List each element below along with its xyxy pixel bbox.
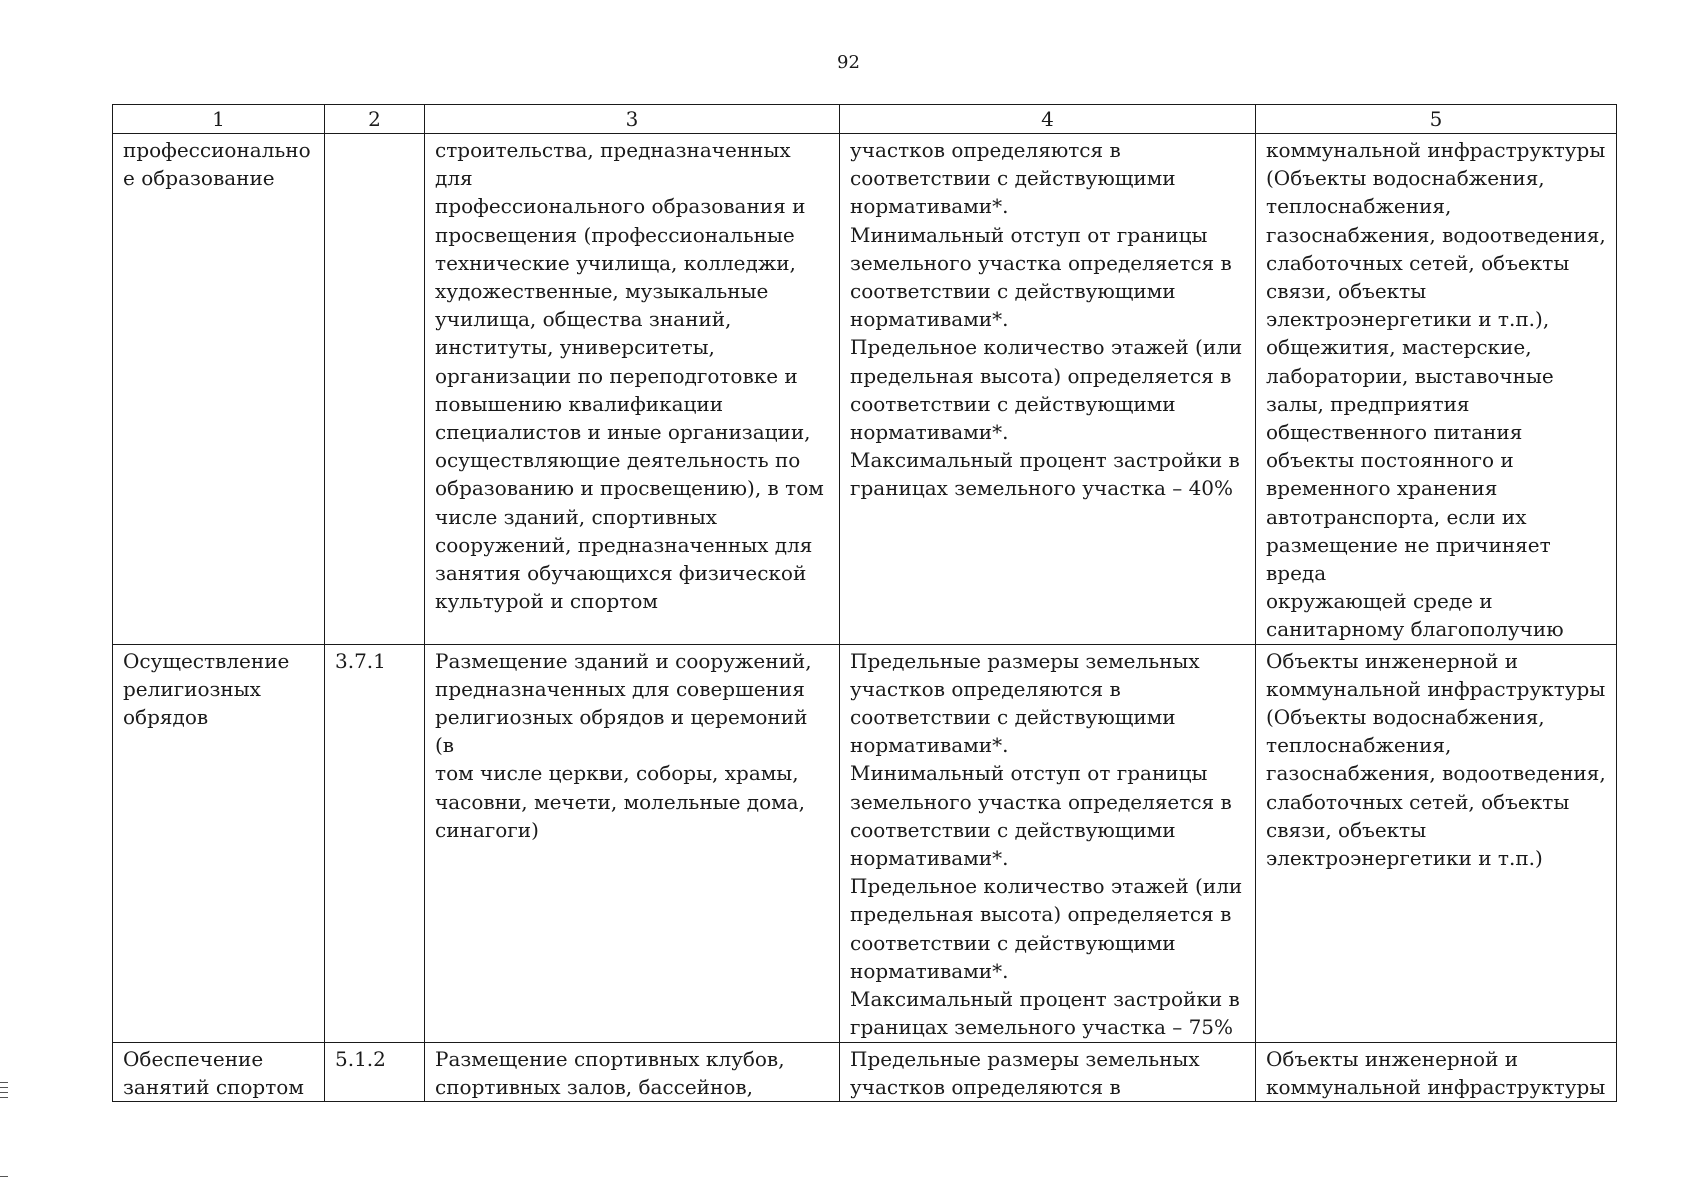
cell-text: Осуществление религиозных обрядов [123,648,290,730]
table-row [113,1042,1617,1101]
cell-auxiliary-uses [1256,644,1617,1042]
table-header-row [113,105,1617,134]
cell-text: участков определяются в соответствии с действующими нормативами*. Минимальный отступ от границы земельного участка определяется в соответствии с действующими нормативами*. Предельное количество этажей (или предельная высота) определяется в соответствии с действующими нормативами*. Максимальный процент застройки в границах земельного участка – 40% [850,138,1243,501]
cell-text: Обеспечение занятий спортом [123,1046,304,1099]
cell-text: 3.7.1 [335,648,386,673]
zoning-table [112,104,1617,1102]
cell-text: строительства, предназначенных для профессионального образования и просвещения (профессиональные технические училища, колледжи, художественные, музыкальные училища, общества знаний, институты, университеты, организации по переподготовке и повышению квалификации специалистов и иные организации, осуществляющие деятельность по образованию и просвещению), в том числе зданий, спортивных сооружений, предназначенных для занятия обучающихся физической культурой и спортом [435,138,824,614]
page-number: 92 [837,52,860,73]
scan-margin-mark [0,1176,8,1177]
cell-text: Предельные размеры земельных участков определяются в [850,1046,1200,1099]
cell-text: Размещение зданий и сооружений, предназначенных для совершения религиозных обрядов и церемоний (в том числе церкви, соборы, храмы, часовни, мечети, молельные дома, синагоги) [435,648,812,842]
cell-parameters [840,644,1256,1042]
cell-auxiliary-uses [1256,1042,1617,1101]
cell-text: коммунальной инфраструктуры (Объекты водоснабжения, теплоснабжения, газоснабжения, водоотведения, слаботочных сетей, объекты связи, объекты электроэнергетики и т.п.), общежития, мастерские, лаборатории, выставочные залы, предприятия общественного питания объекты постоянного и временного хранения автотранспорта, если их размещение не причиняет вреда окружающей среде и санитарному благополучию [1266,138,1606,642]
cell-use-name [113,644,325,1042]
cell-use-code [325,644,425,1042]
cell-use-description [425,134,840,645]
cell-parameters [840,1042,1256,1101]
column-header-2: 2 [325,105,425,134]
cell-use-name [113,1042,325,1101]
cell-text: Размещение спортивных клубов, спортивных залов, бассейнов, [435,1046,785,1099]
column-header-1: 1 [113,105,325,134]
cell-use-code [325,134,425,645]
table-row [113,134,1617,645]
column-header-4: 4 [840,105,1256,134]
column-header-5: 5 [1256,105,1617,134]
cell-use-description [425,1042,840,1101]
cell-text: профессионально е образование [123,138,311,191]
scan-margin-mark [0,1097,8,1098]
cell-text: 5.1.2 [335,1046,386,1071]
cell-parameters [840,134,1256,645]
cell-use-description [425,644,840,1042]
scan-margin-mark [0,1087,8,1088]
scan-margin-mark [0,1082,8,1083]
column-header-3: 3 [425,105,840,134]
table-row [113,644,1617,1042]
cell-text: Предельные размеры земельных участков определяются в соответствии с действующими нормативами*. Минимальный отступ от границы земельного участка определяется в соответствии с действующими нормативами*. Предельное количество этажей (или предельная высота) определяется в соответствии с действующими нормативами*. Максимальный процент застройки в границах земельного участка – 75% [850,648,1243,1040]
cell-auxiliary-uses [1256,134,1617,645]
cell-text: Объекты инженерной и коммунальной инфраструктуры (Объекты водоснабжения, теплоснабжения, газоснабжения, водоотведения, слаботочных сетей, объекты связи, объекты электроэнергетики и т.п.) [1266,648,1606,871]
cell-use-name [113,134,325,645]
cell-text: Объекты инженерной и коммунальной инфраструктуры [1266,1046,1606,1099]
scan-margin-mark [0,1092,8,1093]
cell-use-code [325,1042,425,1101]
